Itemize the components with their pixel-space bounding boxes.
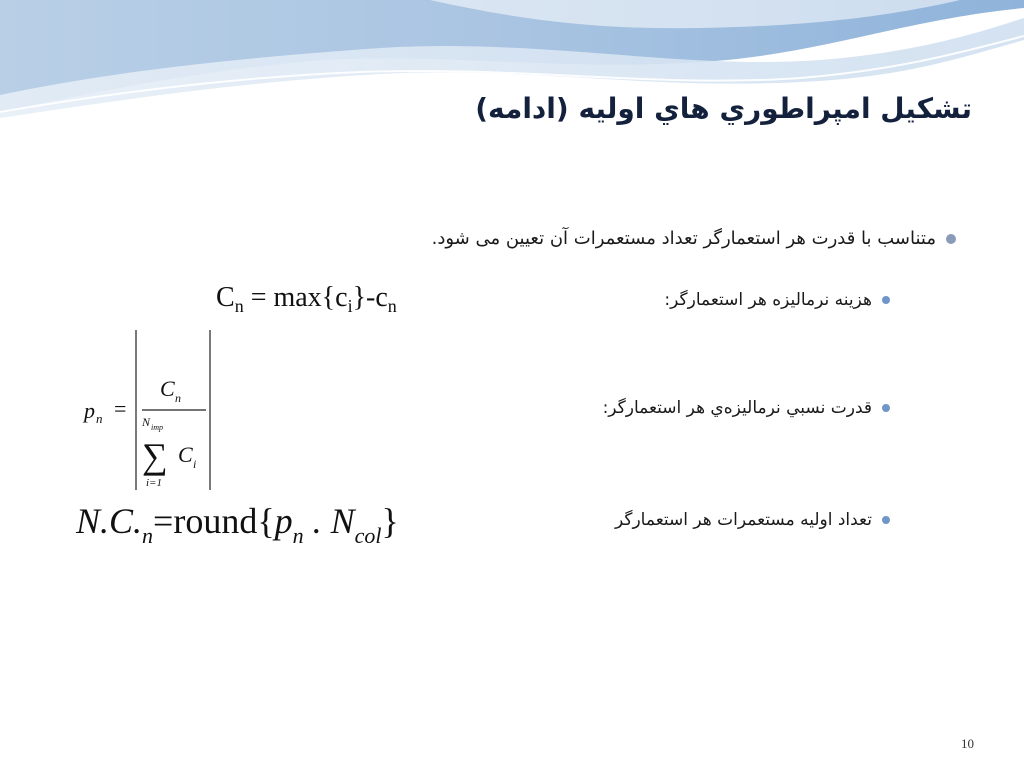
bullet-dot-icon bbox=[882, 296, 890, 304]
formula-subscript: n bbox=[387, 296, 397, 316]
formula-subscript: imp bbox=[151, 423, 163, 432]
formula-text: . N bbox=[303, 501, 355, 541]
formula-sum-lower: i=1 bbox=[146, 477, 162, 489]
main-bullet-text: متناسب با قدرت هر استعمارگر تعداد مستعمرات آن تعیین می شود. bbox=[431, 228, 936, 249]
formula-text: = max{c bbox=[243, 282, 348, 313]
formula-subscript: n bbox=[142, 523, 154, 548]
formula-numerator: C bbox=[160, 376, 175, 401]
formula-text: =round{ bbox=[153, 501, 275, 541]
bullet-dot-icon bbox=[882, 516, 890, 524]
colonies-formula bbox=[76, 500, 399, 549]
formula-subscript: n bbox=[175, 391, 181, 405]
main-bullet bbox=[432, 228, 956, 249]
page-number: 10 bbox=[961, 736, 974, 751]
bullet-normalized-cost-text: هزينه نرماليزه هر استعمارگر: bbox=[664, 290, 872, 310]
bullet-dot-icon bbox=[882, 404, 890, 412]
formula-sum-sign: ∑ bbox=[142, 436, 168, 476]
bullet-normalized-cost bbox=[664, 290, 890, 310]
bullet-initial-colonies-text: تعداد اوليه مستعمرات هر استعمارگر bbox=[615, 510, 872, 530]
power-formula bbox=[80, 326, 240, 494]
formula-subscript: n bbox=[234, 296, 244, 316]
slide-title: تشکیل امپراطوري هاي اوليه (ادامه) bbox=[475, 92, 972, 125]
formula-subscript: col bbox=[354, 523, 382, 548]
formula-subscript: i bbox=[347, 296, 353, 316]
bullet-normalized-power-text: قدرت نسبي نرماليزه‌ي هر استعمارگر: bbox=[602, 398, 872, 418]
formula-subscript: n bbox=[292, 523, 304, 548]
formula-text: C bbox=[216, 282, 235, 313]
formula-text: }-c bbox=[352, 282, 388, 313]
bullet-initial-colonies bbox=[615, 510, 890, 530]
formula-text: p bbox=[84, 398, 95, 423]
cost-formula bbox=[216, 282, 397, 317]
formula-text: } bbox=[381, 501, 399, 541]
formula-denominator: C bbox=[178, 442, 193, 467]
formula-sum-upper: N bbox=[142, 415, 151, 429]
formula-subscript: i bbox=[193, 457, 197, 471]
formula-equals: = bbox=[114, 396, 127, 421]
formula-text: p bbox=[274, 501, 293, 541]
formula-subscript: n bbox=[96, 411, 103, 426]
bullet-dot-icon bbox=[946, 234, 956, 244]
formula-text: N.C. bbox=[76, 501, 143, 541]
bullet-normalized-power bbox=[603, 398, 890, 418]
